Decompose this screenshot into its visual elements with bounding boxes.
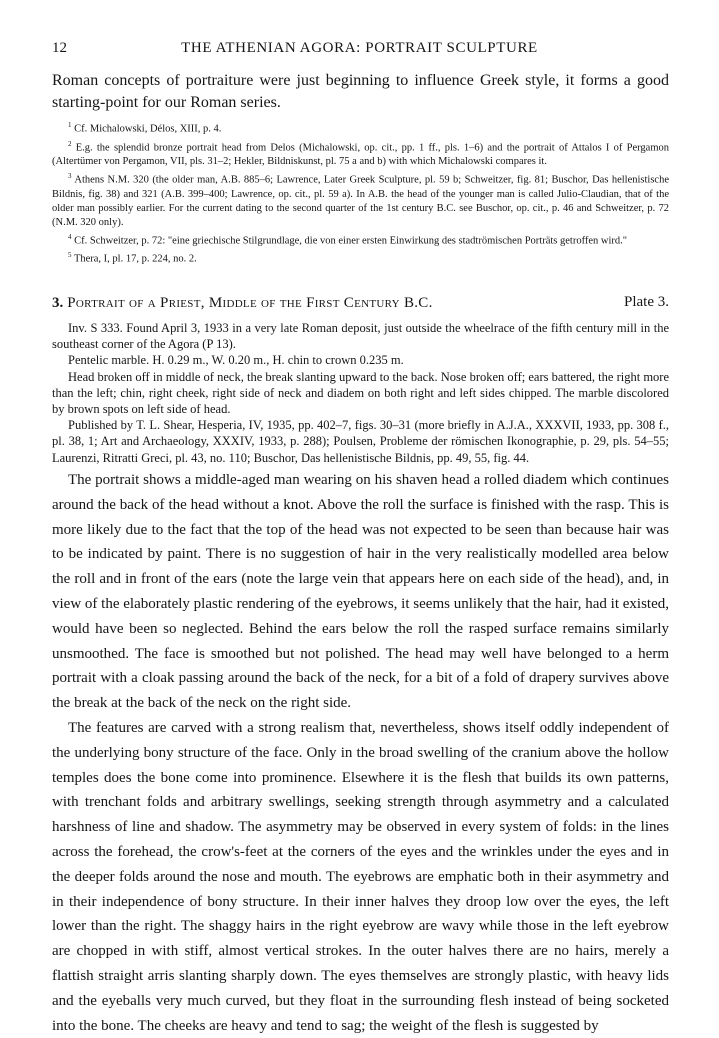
footnote-text: Thera, I, pl. 17, p. 224, no. 2. — [73, 253, 197, 265]
page-number: 12 — [52, 40, 67, 56]
footnote-mark: 4 — [68, 232, 72, 241]
footnote-mark: 5 — [68, 251, 72, 259]
catalog-bibliography: Published by T. L. Shear, Hesperia, IV, 1935, pp. 402–7, figs. 30–31 (more briefly in A.J.A., XXXVII, 1933, pp. 308 f., pl. 38, 1; Art and Archaeology, XXXIV, 1933, p. 288); Poulsen, Probleme der römischen Ikonographie, p. 29, pls. 54–55; Laurenzi, Ritratti Greci, pl. 43, no. 110; Buschor, Das hellenistische Bildnis, pp. 49, 55, fig. 44. — [52, 418, 669, 465]
footnote-text: Athens N.M. 320 (the older man, A.B. 885–6; Lawrence, Later Greek Sculpture, pl. 59 b; Schweitzer, fig. 81; Buschor, Das hellenistische Bildnis, fig. 38) and 321 (A.B. 399–400; Lawrence, op. cit., pl. 59 a). In A.B. the head of the younger man is called Julio-Claudian, that of the older man possibly earlier. For the current dating to the second quarter of the 1st century B.C. see Buschor, op. cit., p. 46 and Schweitzer, p. 72 (N.M. 320 only). — [52, 174, 670, 228]
entry-heading — [52, 294, 669, 316]
footnote — [52, 137, 669, 170]
footnote — [52, 248, 669, 267]
running-head — [52, 40, 667, 62]
footnote-text: Cf. Michalowski, Délos, XIII, p. 4. — [74, 123, 222, 135]
catalog-condition: Head broken off in middle of neck, the break slanting upward to the back. Nose broken off; ears battered, the right more than the left; chin, right cheek, right side of neck and diadem on both right and left sides chipped. The marble discolored by brown spots on left side of head. — [52, 369, 669, 417]
footnote-text: Cf. Schweitzer, p. 72: "eine griechische Stilgrundlage, die von einer ersten Einwirkung des stadtrömischen Porträts getroffen wird." — [74, 235, 628, 246]
footnote — [52, 169, 669, 230]
body-text — [52, 468, 669, 1038]
body-paragraph: The portrait shows a middle-aged man wearing on his shaven head a rolled diadem which continues around the back of the head without a knot. Above the roll the surface is finished with the rasp. This is more likely due to the fact that the top of the head was not expected to be seen than because hair was to be indicated by paint. There is no suggestion of hair in the very realistically modelled area below the roll and in front of the ears (note the large vein that appears here on each side of the head), and, in view of the elaborately plastic rendering of the eyebrows, it seems unlikely that the hair, had it existed, would have been so neglected. Behind the ears below the roll the rasped surface remains similarly unsmoothed. The face is smoothed but not polished. The head may well have belonged to a herm portrait with a cloak passing around the back of the neck, for a bit of a fold of drapery survives above the break at the back of the neck on the right side. — [52, 472, 669, 712]
plate-reference: Plate 3. — [624, 294, 669, 310]
footnote-mark: 2 — [68, 139, 72, 148]
footnote-text: E.g. the splendid bronze portrait head from Delos (Michalowski, op. cit., pp. 1 ff., pls. 1–6) and the portrait of Attalos I of Pergamon (Altertümer von Pergamon, VII, pls. 31–2; Hekler, Bildniskunst, pl. 75 a and b) with which Michalowski compares it. — [52, 142, 669, 167]
running-title: THE ATHENIAN AGORA: PORTRAIT SCULPTURE — [181, 40, 538, 56]
catalog-entry — [52, 320, 669, 466]
catalog-inventory: Inv. S 333. Found April 3, 1933 in a very late Roman deposit, just outside the wheelrace of the fifth century mill in the southeast corner of the Agora (P 13). — [52, 321, 669, 352]
footnote-mark: 3 — [68, 172, 72, 180]
body-paragraph: The features are carved with a strong realism that, nevertheless, shows itself oddly independent of the underlying bony structure of the face. Only in the broad swelling of the cranium above the hollow temples does the bone come into prominence. Elsewhere it is the flesh that builds its own patterns, with trenchant folds and arbitrary swellings, seeking strength through asymmetry and a calculated harshness of line and shadow. The asymmetry may be observed in every system of folds: in the lines across the forehead, the crow's-feet at the corners of the eyes and the wrinkles under the eyes and in the deeper folds around the nose and mouth. The eyebrows are emphatic both in their asymmetry and in their independence of bony structure. In their inner halves they droop low over the eyes, the left lower than the right. The shaggy hairs in the right eyebrow are wavy while those in the left eyebrow are chopped in with stiff, almost vertical strokes. In the outer halves there are no hairs, merely a flattish straight arris slanting sharply down. The eyes themselves are strongly plastic, with heavy lids and the eyeballs very much curved, but they float in the surrounding flesh instead of being socketed into the bone. The cheeks are heavy and tend to sag; the weight of the flesh is suggested by — [52, 719, 669, 1034]
catalog-material: Pentelic marble. H. 0.29 m., W. 0.20 m., H. chin to crown 0.235 m. — [68, 353, 404, 368]
footnote — [52, 230, 669, 249]
entry-number: 3. — [52, 295, 64, 311]
intro-paragraph: Roman concepts of portraiture were just beginning to influence Greek style, it forms a good starting-point for our Roman series. — [52, 72, 669, 111]
footnotes — [52, 118, 669, 267]
entry-title: Portrait of a Priest, Middle of the First Century B.C. — [67, 295, 433, 311]
footnote-mark: 1 — [68, 121, 72, 129]
footnote — [52, 118, 669, 137]
